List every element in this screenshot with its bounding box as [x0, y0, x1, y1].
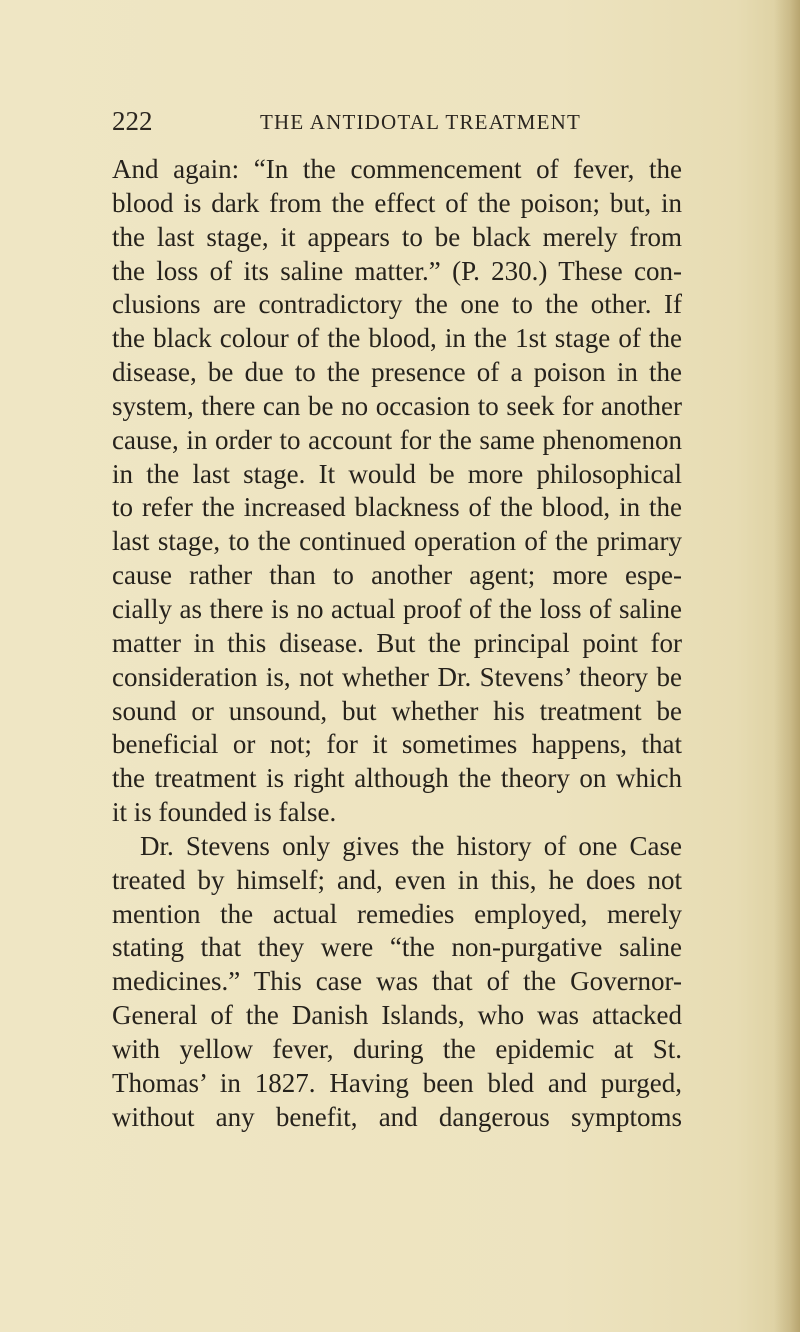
text-line: medicines.” This case was that of the Governor- [112, 966, 682, 997]
text-line: the black colour of the blood, in the 1st stage of the [112, 323, 682, 354]
paragraph-1 [112, 153, 682, 830]
running-head: THE ANTIDOTAL TREATMENT [260, 110, 582, 134]
text-line: without any benefit, and dangerous symptoms [112, 1101, 682, 1132]
text-line: And again: “In the commencement of fever, the [112, 154, 682, 184]
text-line: stating that they were “the non-purgative saline [112, 932, 682, 963]
text-line: matter in this disease. But the principal point for [112, 627, 682, 658]
text-line: clusions are contradictory the one to the other. If [112, 289, 682, 320]
body-text [112, 153, 682, 1134]
page-edge-shadow [774, 0, 800, 1332]
text-line: in the last stage. It would be more philosophical [112, 458, 682, 489]
text-line: treated by himself; and, even in this, he does not [112, 864, 682, 895]
text-line: with yellow fever, during the epidemic at St. [112, 1033, 682, 1064]
text-line: disease, be due to the presence of a poison in the [112, 357, 682, 388]
text-line: Dr. Stevens only gives the history of one Case [140, 830, 682, 861]
paragraph-2 [112, 830, 682, 1135]
text-line: General of the Danish Islands, who was attacked [112, 1000, 682, 1031]
text-line: consideration is, not whether Dr. Stevens’ theory be [112, 661, 682, 692]
text-line: the treatment is right although the theory on which [112, 763, 682, 794]
text-line: beneficial or not; for it sometimes happens, that [112, 729, 682, 760]
text-line: system, there can be no occasion to seek for another [112, 390, 682, 421]
text-line: cially as there is no actual proof of the loss of saline [112, 593, 682, 624]
page-number: 222 [112, 106, 153, 136]
text-line: it is founded is false. [112, 797, 337, 828]
text-line: mention the actual remedies employed, merely [112, 898, 682, 929]
text-line: Thomas’ in 1827. Having been bled and purged, [112, 1067, 682, 1098]
text-line: cause rather than to another agent; more espe- [112, 560, 682, 591]
text-line: the last stage, it appears to be black merely from [112, 221, 682, 252]
text-line: the loss of its saline matter.” (P. 230.) These con- [112, 255, 682, 286]
text-line: to refer the increased blackness of the blood, in the [112, 492, 682, 523]
text-line: last stage, to the continued operation of the primary [112, 526, 682, 557]
text-line: blood is dark from the effect of the poison; but, in [112, 187, 682, 218]
page-header [112, 106, 672, 142]
text-line: sound or unsound, but whether his treatment be [112, 695, 682, 726]
text-line: cause, in order to account for the same phenomenon [112, 424, 682, 455]
